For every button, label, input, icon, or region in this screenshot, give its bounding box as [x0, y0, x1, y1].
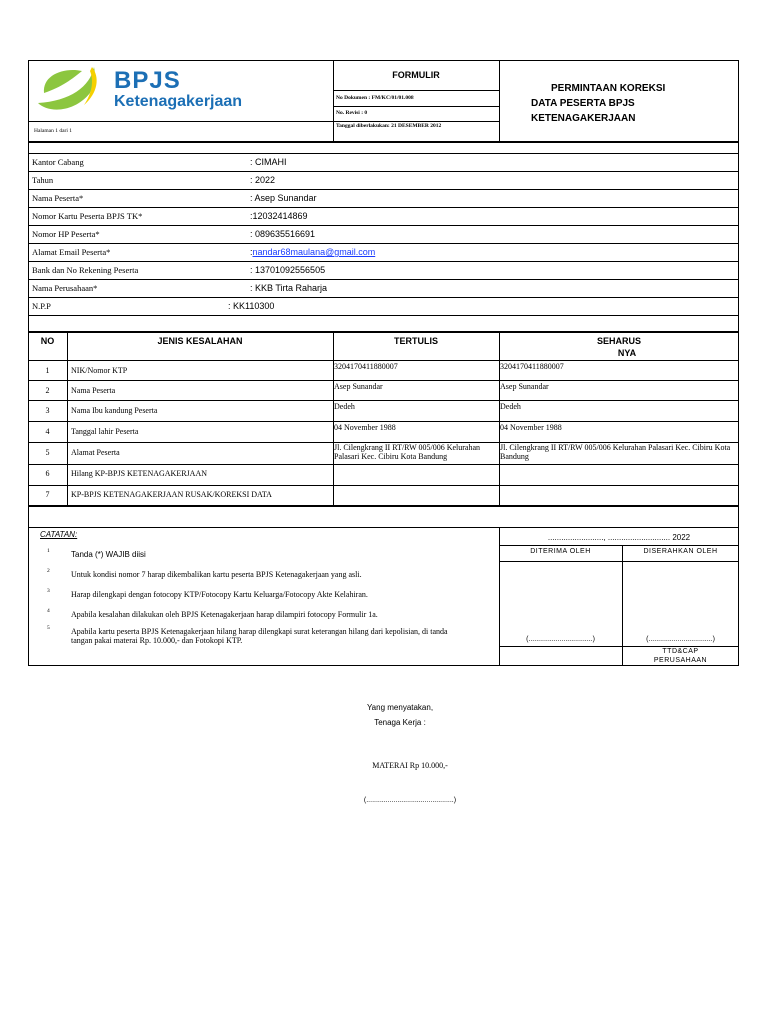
logo-brand: BPJS: [114, 67, 181, 94]
bpjs-logo: [34, 63, 294, 115]
label-bank: Bank dan No Rekening Peserta: [32, 265, 139, 275]
header-seharusnya-1: SEHARUS: [596, 336, 641, 346]
title-line-2: DATA PESERTA BPJS: [531, 98, 635, 109]
revision-number: No. Revisi : 0: [336, 110, 368, 116]
notes-title: CATATAN:: [40, 530, 78, 539]
info-line-3: [28, 207, 739, 208]
label-npp: N.P.P: [32, 301, 51, 311]
label-nomor-hp: Nomor HP Peserta*: [32, 229, 100, 239]
table-row-line-6: [28, 485, 739, 486]
note-3-text: Harap dilengkapi dengan fotocopy KTP/Fotocopy Kartu Keluarga/Fotocopy Akte Kelahiran.: [71, 590, 368, 599]
row1-tertulis: 3204170411880007: [334, 362, 398, 371]
sig-line-3: [499, 646, 739, 647]
perusahaan-label: PERUSAHAAN: [653, 657, 708, 664]
row2-seharusnya: Asep Sunandar: [500, 382, 549, 391]
row4-seharusnya: 04 November 1988: [500, 423, 562, 432]
info-line-2: [28, 189, 739, 190]
label-kantor-cabang: Kantor Cabang: [32, 157, 84, 167]
email-link[interactable]: nandar68maulana@gmail.com: [252, 247, 376, 257]
info-line-8: [28, 297, 739, 298]
value-email-row: [250, 247, 375, 257]
header-jenis-kesalahan: JENIS KESALAHAN: [157, 336, 243, 346]
info-line-0: [28, 153, 739, 154]
title-line-3: KETENAGAKERJAAN: [531, 113, 636, 124]
info-line-6: [28, 261, 739, 262]
header-no: NO: [40, 336, 55, 346]
note-4-text: Apabila kesalahan dilakukan oleh BPJS Ketenagakerjaan harap dilampiri fotocopy Formulir 1a.: [71, 610, 378, 619]
note-3-number: 3: [47, 588, 50, 594]
document-title: [531, 81, 665, 126]
declaration-signature: (.............................................): [363, 797, 457, 804]
note-2-number: 2: [47, 568, 50, 574]
label-perusahaan: Nama Perusahaan*: [32, 283, 98, 293]
header-seharusnya-2: NYA: [617, 348, 637, 358]
info-line-4: [28, 225, 739, 226]
row1-jenis: NIK/Nomor KTP: [71, 366, 128, 375]
table-row-line-3: [28, 421, 739, 422]
page-number: Halaman 1 dari 1: [34, 128, 73, 134]
logo-sub: Ketenagakerjaan: [114, 93, 243, 110]
row1-no: 1: [45, 366, 50, 375]
value-nomor-kartu: :12032414869: [250, 211, 308, 221]
value-npp: : KK110300: [228, 301, 275, 311]
table-row-line-5: [28, 464, 739, 465]
note-4-number: 4: [47, 608, 50, 614]
sig-right: (.................................): [646, 636, 715, 643]
doc-number: No Dokumen : FM/KC/01/01.008: [336, 95, 414, 101]
note-5-text: Apabila kartu peserta BPJS Ketenagakerjaan hilang harap dilengkapi surat keterangan hilang dari kepolisian, di tanda tangan pakai materai Rp. 10.000,- dan Fotokopi KTP.: [71, 627, 448, 645]
ttd-cap: TTD&CAP: [662, 648, 699, 655]
header-line-c: [333, 121, 499, 122]
info-line-1: [28, 171, 739, 172]
row3-seharusnya: Dedeh: [500, 402, 521, 411]
row6-jenis: Hilang KP-BPJS KETENAGAKERJAAN: [71, 469, 208, 478]
declaration-line2: Tenaga Kerja :: [374, 718, 426, 727]
note-1-number: 1: [47, 548, 50, 554]
table-row-line-1: [28, 380, 739, 381]
table-head-line: [28, 360, 739, 361]
handed-by: DISERAHKAN OLEH: [643, 548, 718, 555]
note-2-text: Untuk kondisi nomor 7 harap dikembalikan kartu peserta BPJS Ketenagakerjaan yang asli.: [71, 570, 362, 579]
notes-top-line: [28, 527, 739, 528]
header-line-d: [28, 121, 333, 122]
row6-no: 6: [45, 469, 50, 478]
row5-tertulis: Jl. Cilengkrang II RT/RW 005/006 Kelurahan Palasari Kec. Cibiru Kota Bandung: [334, 443, 481, 461]
row5-jenis: Alamat Peserta: [71, 448, 120, 457]
row4-jenis: Tanggal lahir Peserta: [71, 427, 139, 436]
title-line-1: PERMINTAAN KOREKSI: [551, 83, 666, 94]
row3-tertulis: Dedeh: [334, 402, 355, 411]
table-col-1: [67, 332, 68, 506]
email-colon: :: [250, 247, 253, 257]
note-5-number: 5: [47, 625, 50, 631]
sig-line-1: [499, 545, 739, 546]
sig-left: (.................................): [526, 636, 595, 643]
header-seharusnya: [499, 335, 739, 359]
row2-no: 2: [45, 386, 50, 395]
table-row-line-2: [28, 400, 739, 401]
sig-line-2: [499, 561, 739, 562]
header-tertulis: TERTULIS: [394, 336, 438, 346]
value-tahun: : 2022: [250, 175, 276, 185]
table-col-2: [333, 332, 334, 506]
row3-no: 3: [45, 406, 50, 415]
row4-tertulis: 04 November 1988: [334, 423, 396, 432]
value-nomor-hp: : 089635516691: [250, 229, 316, 239]
info-line-7: [28, 279, 739, 280]
note-1-text: Tanda (*) WAJIB diisi: [71, 550, 146, 559]
info-line-5: [28, 243, 739, 244]
row1-seharusnya: 3204170411880007: [500, 362, 564, 371]
bpjs-logo-icon: [34, 63, 114, 115]
form-title: FORMULIR: [392, 70, 440, 80]
row7-jenis: KP-BPJS KETENAGAKERJAAN RUSAK/KOREKSI DATA: [71, 490, 272, 499]
value-bank: : 13701092556505: [250, 265, 326, 275]
row5-no: 5: [45, 448, 50, 457]
label-nomor-kartu: Nomor Kartu Peserta BPJS TK*: [32, 211, 143, 221]
value-nama-peserta: : Asep Sunandar: [250, 193, 317, 203]
row7-no: 7: [45, 490, 50, 499]
row2-tertulis: Asep Sunandar: [334, 382, 383, 391]
header-line-a: [333, 90, 499, 91]
info-line-9: [28, 315, 739, 316]
received-by: DITERIMA OLEH: [530, 548, 591, 555]
sig-date-line: ........................., ............................ 2022: [547, 533, 691, 542]
label-tahun: Tahun: [32, 175, 54, 185]
row3-jenis: Nama Ibu kandung Peserta: [71, 406, 158, 415]
row2-jenis: Nama Peserta: [71, 386, 116, 395]
label-nama-peserta: Nama Peserta*: [32, 193, 84, 203]
label-email: Alamat Email Peserta*: [32, 247, 111, 257]
value-perusahaan: : KKB Tirta Raharja: [250, 283, 328, 293]
materai-label: MATERAI Rp 10.000,-: [372, 761, 448, 770]
row4-no: 4: [45, 427, 50, 436]
declaration-line1: Yang menyatakan,: [366, 703, 434, 712]
effective-date: Tanggal diberlakukan: 21 DESEMBER 2012: [336, 123, 442, 129]
header-divider-2: [499, 60, 500, 142]
header-line-b: [333, 106, 499, 107]
value-kantor-cabang: : CIMAHI: [250, 157, 287, 167]
row5-seharusnya: Jl. Cilengkrang II RT/RW 005/006 Kelurahan Palasari Kec. Cibiru Kota Bandung: [500, 443, 731, 461]
